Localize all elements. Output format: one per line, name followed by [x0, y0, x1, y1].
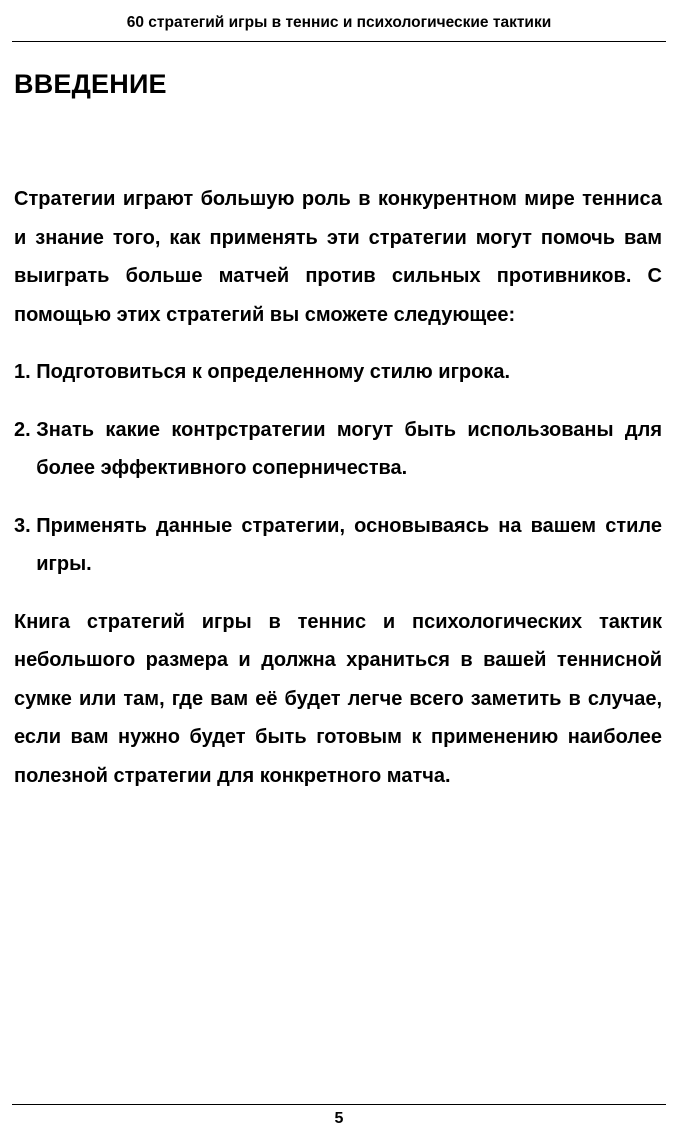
list-item-number: 1.	[14, 361, 37, 383]
intro-paragraph: Стратегии играют большую роль в конкурентном мире тенниса и знание того, как применять эти стратегии могут помочь вам выиграть больше матчей против сильных противников. С помощью этих стратегий вы сможете следующее:	[14, 188, 662, 326]
list-item-text: Применять данные стратегии, основываясь на вашем стиле игры.	[36, 514, 662, 575]
list-item	[14, 411, 662, 488]
list-item-text: Подготовиться к определенному стилю игрока.	[36, 361, 511, 383]
page-number: 5	[334, 1110, 344, 1127]
footer-divider	[12, 1104, 666, 1105]
running-header: 60 стратегий игры в теннис и психологические тактики	[126, 14, 552, 31]
header-divider	[12, 41, 666, 42]
list-item	[14, 507, 662, 584]
list-item-number: 3.	[14, 514, 37, 537]
list-item-text: Знать какие контрстратегии могут быть использованы для более эффективного соперничества.	[36, 418, 662, 479]
body-text	[14, 180, 662, 814]
list-item	[14, 353, 662, 392]
chapter-title: ВВЕДЕНИЕ	[14, 69, 167, 99]
list-item-number: 2.	[14, 418, 37, 441]
closing-paragraph: Книга стратегий игры в теннис и психологических тактик небольшого размера и должна храниться в вашей теннисной сумке или там, где вам её будет легче всего заметить в случае, если вам нужно будет быть готовым к применению наиболее полезной стратегии для конкретного матча.	[14, 610, 662, 787]
